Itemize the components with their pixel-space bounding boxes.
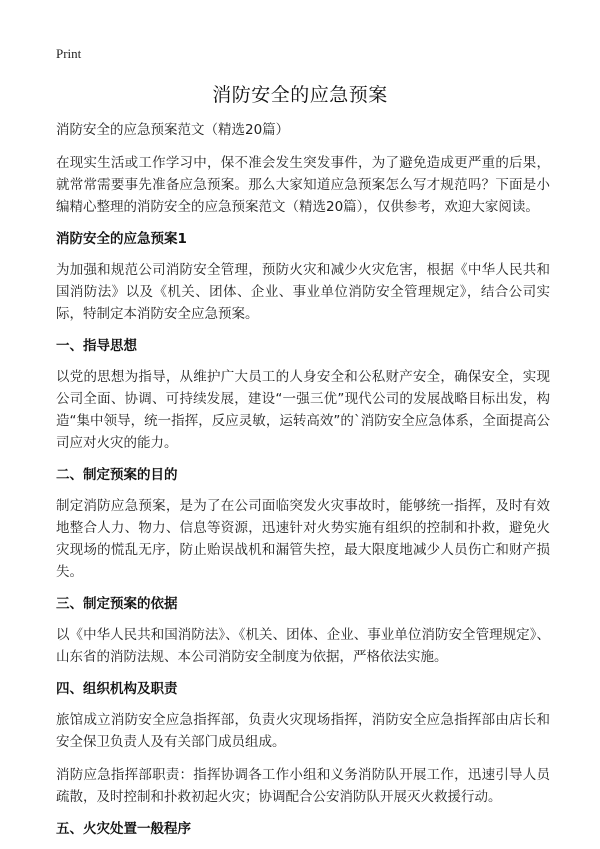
heading-purpose: 二、制定预案的目的 [56,467,178,483]
intro-paragraph: 在现实生活或工作学习中，保不准会发生突发事件，为了避免造成更严重的后果，就常常需要事先准备应急预案。那么大家知道应急预案怎么写才规范吗？下面是小编精心整理的消防安全的应急预案范文（精选20篇），仅供参考，欢迎大家阅读。 [56,155,550,215]
print-label: Print [56,46,82,61]
paragraph-basis: 以《中华人民共和国消防法》、《机关、团体、企业、事业单位消防安全管理规定》、山东省的消防法规、本公司消防安全制度为依据，严格依法实施。 [56,627,550,665]
paragraph-command-duties: 消防应急指挥部职责：指挥协调各工作小组和义务消防队开展工作，迅速引导人员疏散，及时控制和扑救初起火灾；协调配合公安消防队开展灭火救援行动。 [56,767,550,805]
heading-guiding-ideology: 一、指导思想 [56,338,137,354]
section-title: 消防安全的应急预案1 [56,231,187,247]
paragraph-guiding-ideology: 以党的思想为指导，从维护广大员工的人身安全和公私财产安全，确保安全，实现公司全面、协调、可持续发展，建设“一强三优”现代公司的发展战略目标出发，构造“集中领导，统一指挥，反应灵敏，运转高效”的`消防安全应急体系，全面提高公司应对火灾的能力。 [56,369,550,451]
section-intro-paragraph: 为加强和规范公司消防安全管理，预防火灾和减少火灾危害，根据《中华人民共和国消防法》以及《机关、团体、企业、事业单位消防安全管理规定》，结合公司实际，特制定本消防安全应急预案。 [56,262,550,322]
paragraph-organization: 旅馆成立消防安全应急指挥部，负责火灾现场指挥，消防安全应急指挥部由店长和安全保卫负责人及有关部门成员组成。 [56,712,550,750]
heading-fire-procedure: 五、火灾处置一般程序 [56,821,191,837]
heading-organization: 四、组织机构及职责 [56,681,178,697]
document-body [56,120,550,849]
paragraph-purpose: 制定消防应急预案，是为了在公司面临突发火灾事故时，能够统一指挥，及时有效地整合人力、物力、信息等资源，迅速针对火势实施有组织的控制和扑救，避免火灾现场的慌乱无序，防止贻误战机和漏管失控，最大限度地减少人员伤亡和财产损失。 [56,498,550,580]
document-subtitle: 消防安全的应急预案范文（精选20篇） [56,122,290,138]
heading-basis: 三、制定预案的依据 [56,596,178,612]
page-title: 消防安全的应急预案 [212,84,388,106]
